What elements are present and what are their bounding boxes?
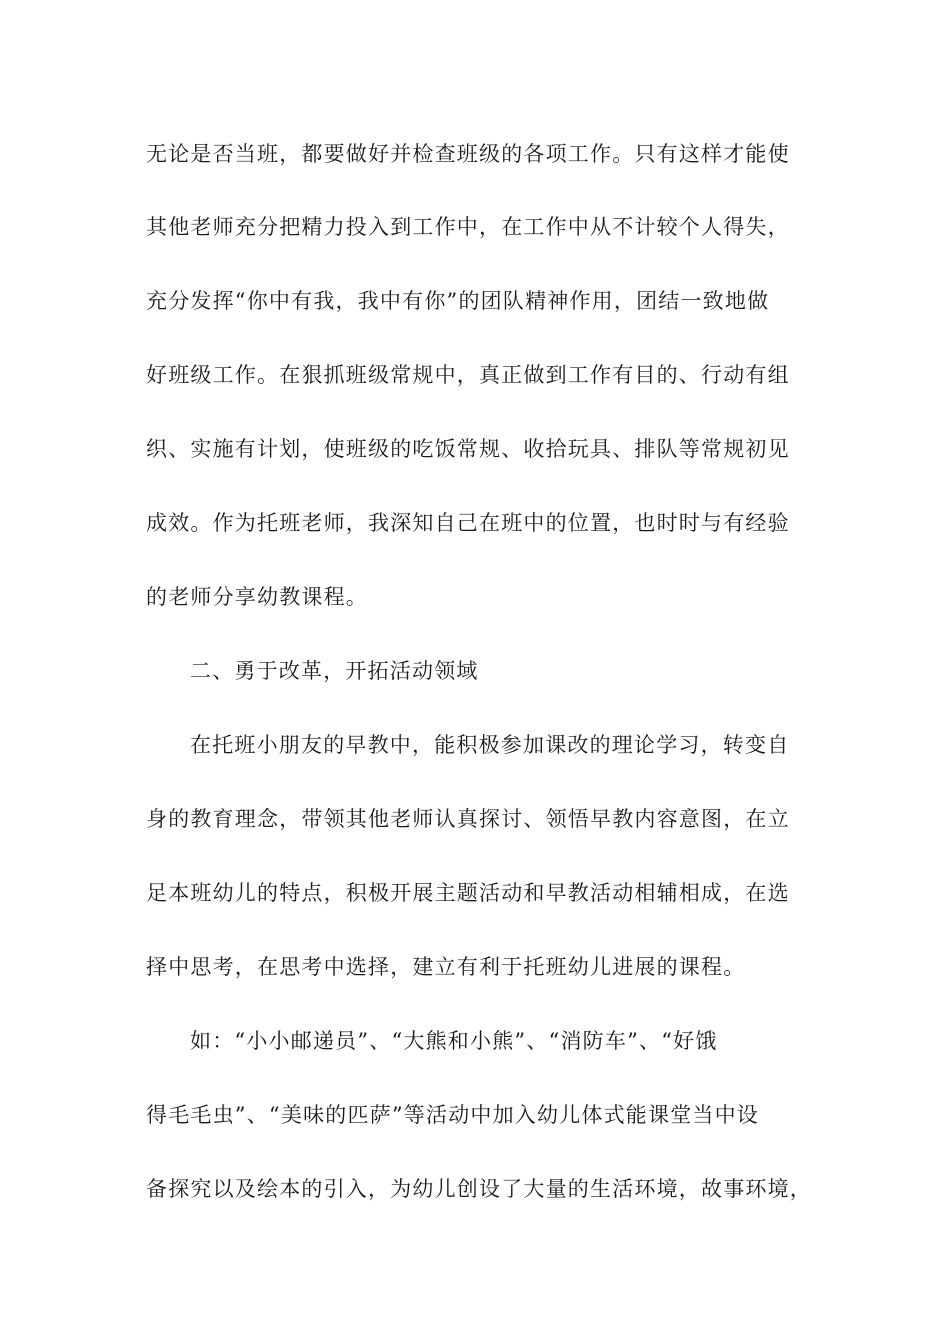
text-line: 得毛毛虫”、“美味的匹萨”等活动中加入幼儿体式能课堂当中设 [146, 1103, 760, 1127]
text-line: 备探究以及绘本的引入，为幼儿创设了大量的生活环境，故事环境， [146, 1177, 812, 1201]
text-line: 择中思考，在思考中选择，建立有利于托班幼儿进展的课程。 [146, 955, 746, 979]
text-line: 其他老师充分把精力投入到工作中，在工作中从不计较个人得失， [146, 215, 790, 239]
text-line: 身的教育理念，带领其他老师认真探讨、领悟早教内容意图，在立 [146, 807, 790, 831]
section-heading: 二、勇于改革，开拓活动领域 [190, 659, 479, 683]
text-line: 充分发挥“你中有我，我中有你”的团队精神作用，团结一致地做 [146, 289, 770, 313]
text-line: 的老师分享幼教课程。 [146, 585, 368, 609]
text-line: 成效。作为托班老师，我深知自己在班中的位置，也时时与有经验 [146, 511, 790, 535]
text-line: 织、实施有计划，使班级的吃饭常规、收拾玩具、排队等常规初见 [146, 437, 790, 461]
text-line: 无论是否当班，都要做好并检查班级的各项工作。只有这样才能使 [146, 142, 790, 166]
text-line: 如：“小小邮递员”、“大熊和小熊”、“消防车”、“好饿 [190, 1029, 718, 1053]
text-line: 好班级工作。在狠抓班级常规中，真正做到工作有目的、行动有组 [146, 363, 790, 387]
text-line: 在托班小朋友的早教中，能积极参加课改的理论学习，转变自 [190, 733, 790, 757]
text-line: 足本班幼儿的特点，积极开展主题活动和早教活动相辅相成，在选 [146, 881, 790, 905]
